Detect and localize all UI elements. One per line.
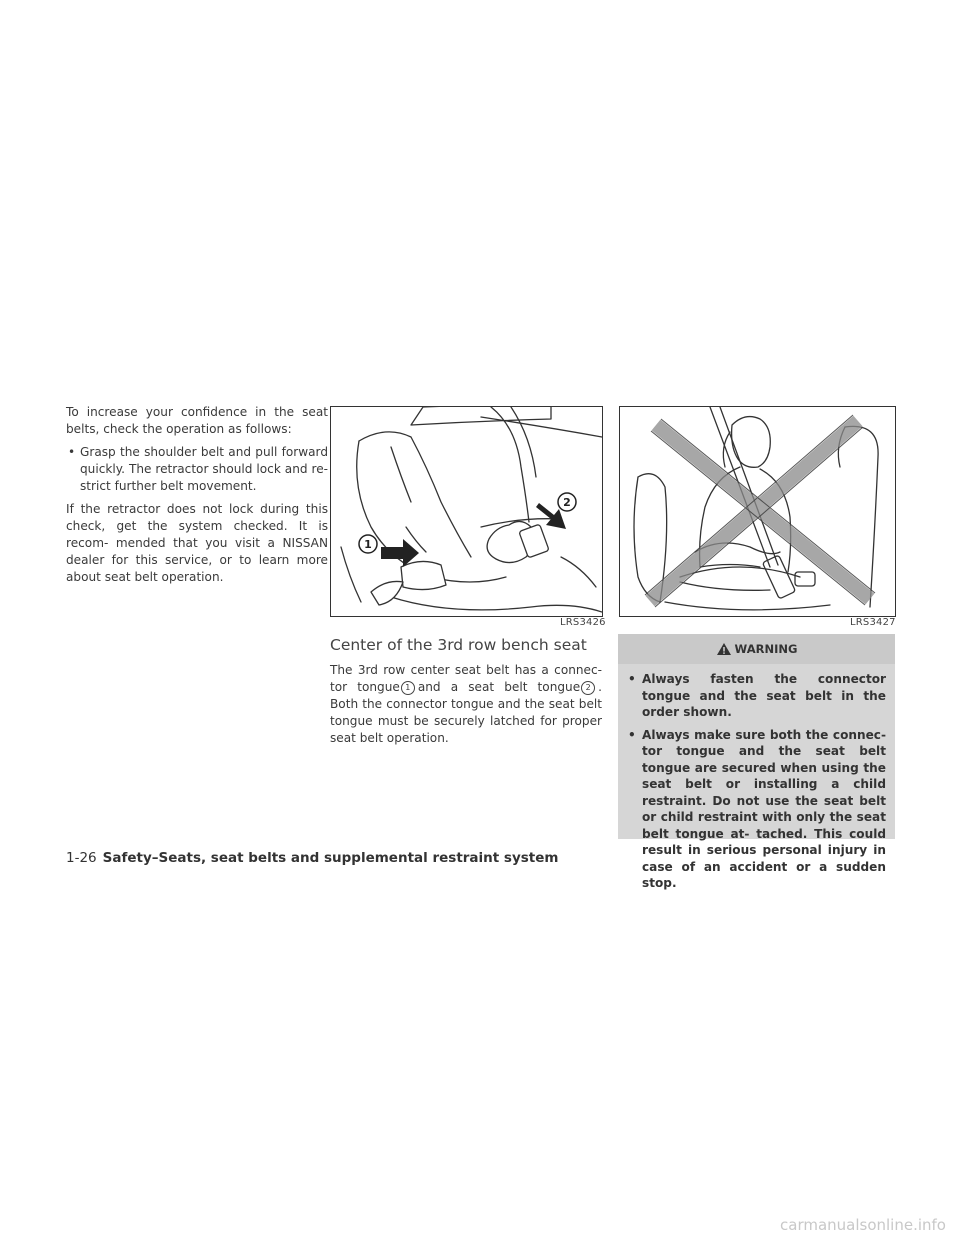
section-text-c: . Both the connector tongue and the seat belt tongue must be securely latched for proper seat belt operation. — [330, 680, 603, 745]
figure2-code: LRS3427 — [850, 617, 896, 628]
warning-body — [618, 664, 895, 892]
intro-bullet — [66, 444, 328, 495]
intro-paragraph: To increase your confidence in the seat belts, check the operation as follows: — [66, 405, 328, 436]
retractor-paragraph: If the retractor does not lock during this check, get the system checked. It is recom- mended that you visit a NISSAN dealer for this service, or to learn more about seat belt operation. — [66, 502, 328, 584]
callout-2-ref: 2 — [581, 681, 595, 695]
callout-1: 1 — [364, 538, 372, 551]
figure-belt-buckle — [330, 406, 603, 617]
intro-column — [66, 404, 328, 592]
section-text-a: The 3rd row center seat belt has a connec- tor tongue — [330, 663, 602, 694]
bullet-mark: • — [628, 672, 636, 686]
incorrect-belt-illustration — [620, 407, 895, 616]
warning-item-text: Always make sure both the connec- tor tongue and the seat belt tongue are secured when using the seat belt or installing a child restraint. Do not use the seat belt or child restraint with only the seat belt tongue at- tached. This could result in serious personal injury in case of an accident or a sudden stop. — [642, 727, 886, 890]
warning-item — [628, 671, 886, 721]
warning-triangle-icon — [716, 642, 732, 656]
section-body — [330, 662, 602, 747]
page-footer — [66, 850, 558, 866]
warning-item-text: Always fasten the connector tongue and the seat belt in the order shown. — [642, 672, 886, 719]
page-number: 1-26 — [66, 850, 97, 866]
callout-2: 2 — [563, 496, 571, 509]
callout-1-ref: 1 — [401, 681, 415, 695]
bullet-mark: • — [68, 445, 76, 459]
warning-header — [618, 634, 895, 664]
section-title: Center of the 3rd row bench seat — [330, 636, 587, 654]
intro-bullet-text: Grasp the shoulder belt and pull forward quickly. The retractor should lock and re- strict further belt movement. — [80, 445, 328, 493]
bullet-mark: • — [628, 727, 636, 742]
figure-incorrect-usage — [619, 406, 896, 617]
warning-title: WARNING — [734, 642, 798, 656]
figure1-code: LRS3426 — [560, 617, 606, 628]
warning-box — [618, 634, 895, 890]
watermark: carmanualsonline.info — [780, 1216, 946, 1234]
warning-item — [628, 727, 886, 892]
seatbelt-buckle-illustration — [331, 407, 602, 616]
footer-section-title: Safety–Seats, seat belts and supplemental restraint system — [102, 850, 559, 866]
section-text-b: and a seat belt tongue — [417, 680, 581, 694]
